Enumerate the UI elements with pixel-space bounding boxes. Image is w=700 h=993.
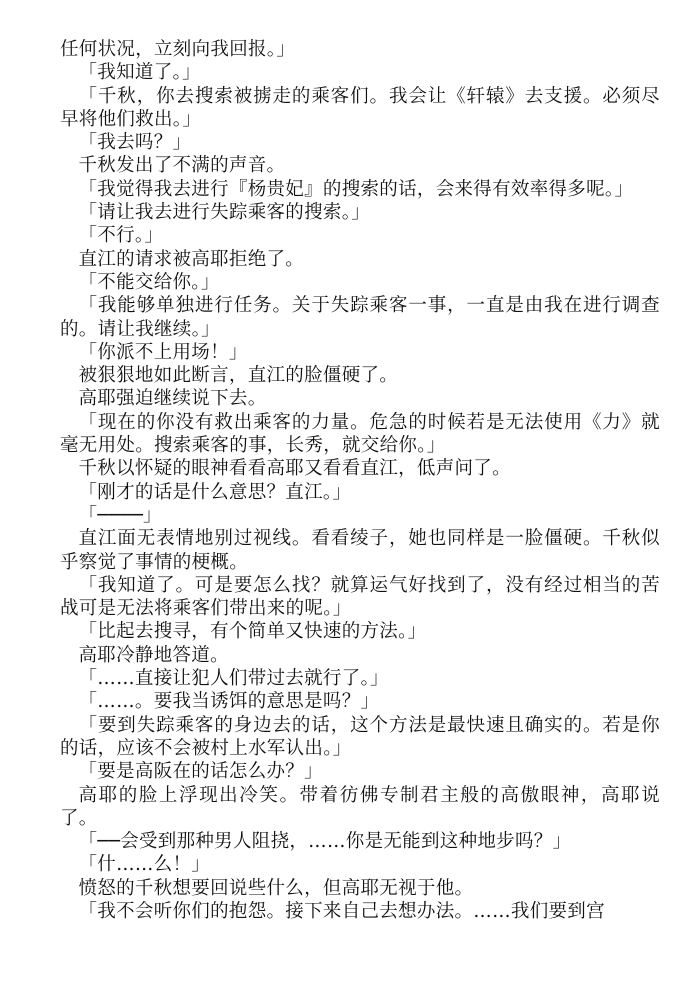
paragraph: 「现在的你没有救出乘客的力量。危急的时候若是无法使用《力》就毫无用处。搜索乘客的事，长秀，就交给你。」 (60, 411, 660, 457)
paragraph: 「──会受到那种男人阻挠，……你是无能到这种地步吗？」 (78, 831, 572, 853)
paragraph: 「刚才的话是什么意思？直江。」 (78, 481, 352, 503)
paragraph: 任何状况，立刻向我回报。」 (60, 39, 296, 60)
paragraph: 「什……么！」 (78, 854, 211, 876)
paragraph: 千秋发出了不满的声音。 (78, 155, 286, 177)
paragraph: 「千秋，你去搜索被掳走的乘客们。我会让《轩辕》去支援。必须尽早将他们救出。」 (60, 85, 660, 130)
paragraph: 被狠狠地如此断言，直江的脸僵硬了。 (78, 365, 399, 387)
novel-page (60, 38, 660, 923)
paragraph: 高耶强迫继续说下去。 (78, 388, 267, 410)
paragraph: 「要是高阪在的话怎么办？」 (78, 761, 323, 783)
paragraph: 高耶的脸上浮现出冷笑。带着彷佛专制君主般的高傲眼神，高耶说了。 (60, 784, 660, 829)
paragraph: 「你派不上用场！」 (78, 341, 248, 363)
paragraph: 「……。要我当诱饵的意思是吗？」 (78, 691, 380, 713)
paragraph: 千秋以怀疑的眼神看看高耶又看看直江，低声问了。 (78, 458, 511, 480)
paragraph: 「我去吗？」 (78, 132, 192, 154)
paragraph: 「请让我去进行失踪乘客的搜索。」 (78, 202, 371, 224)
paragraph: 「我知道了。」 (78, 62, 201, 84)
paragraph: 愤怒的千秋想要回说些什么，但高耶无视于他。 (78, 877, 474, 899)
paragraph: 高耶冷静地答道。 (78, 644, 229, 666)
paragraph: 「比起去搜寻，有个简单又快速的方法。」 (78, 621, 427, 643)
paragraph: 「我知道了。可是要怎么找？就算运气好找到了，没有经过相当的苦战可是无法将乘客们带出来的呢。」 (60, 574, 660, 620)
paragraph: 直江的请求被高耶拒绝了。 (78, 248, 305, 270)
paragraph: 「我不会听你们的抱怨。接下来自己去想办法。……我们要到宫 (78, 900, 605, 922)
paragraph: 「我能够单独进行任务。关于失踪乘客一事，一直是由我在进行调查的。请让我继续。」 (60, 295, 660, 340)
paragraph: 「……直接让犯人们带过去就行了。」 (78, 668, 389, 690)
paragraph: 「我觉得我去进行『杨贵妃』的搜索的话，会来得有效率得多呢。」 (78, 178, 634, 200)
paragraph: 「────」 (78, 504, 162, 526)
paragraph: 「不能交给你。」 (78, 271, 220, 293)
paragraph: 「不行。」 (78, 225, 164, 247)
paragraph: 「要到失踪乘客的身边去的话，这个方法是最快速且确实的。若是你的话，应该不会被村上水军认出。」 (60, 714, 660, 759)
paragraph: 直江面无表情地别过视线。看看绫子，她也同样是一脸僵硬。千秋似乎察觉了事情的梗概。 (60, 528, 660, 573)
